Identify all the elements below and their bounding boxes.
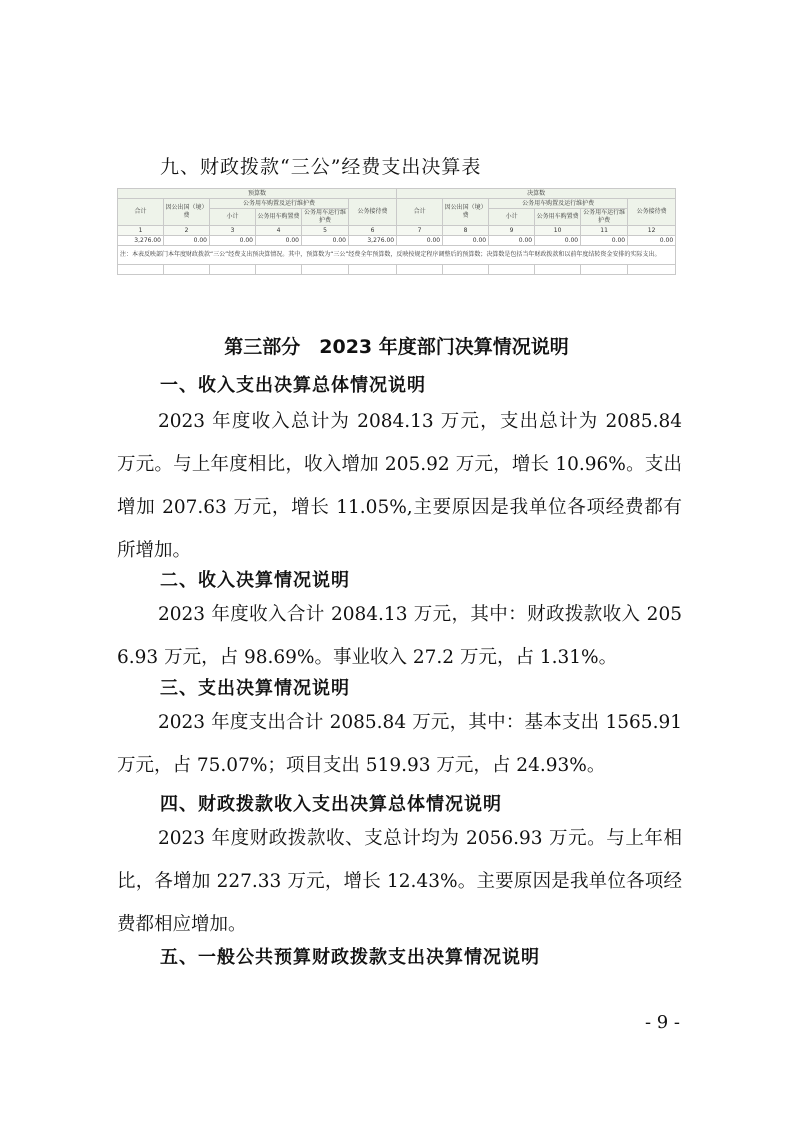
empty-cell	[628, 265, 676, 275]
part-title: 第三部分 2023 年度部门决算情况说明	[224, 336, 569, 358]
table-cell: 3,276.00	[118, 236, 164, 246]
empty-cell	[535, 265, 581, 275]
table-cell: 0.00	[256, 236, 302, 246]
col-number: 6	[349, 226, 397, 236]
empty-cell	[164, 265, 210, 275]
table-note: 注：本表反映部门本年度财政拨款“三公”经费支出预决算情况。其中，预算数为“三公”经费全年预算数，反映按规定程序调整后的预算数；决算数是包括当年财政拨款和以前年度结转资金安排的实际支出。	[118, 246, 676, 265]
col-number: 7	[397, 226, 443, 236]
empty-cell	[397, 265, 443, 275]
empty-cell	[489, 265, 535, 275]
col-total: 合计	[397, 199, 443, 226]
section-heading: 三、支出决算情况说明	[160, 678, 350, 699]
vehicle-group-header: 公务用车购置及运行维护费	[489, 199, 628, 209]
col-number: 5	[302, 226, 349, 236]
col-number: 8	[443, 226, 489, 236]
section-heading: 四、财政拨款收入支出决算总体情况说明	[160, 794, 502, 815]
section-heading: 五、一般公共预算财政拨款支出决算情况说明	[160, 947, 540, 968]
empty-cell	[302, 265, 349, 275]
col-abroad: 因公出国（境）费	[443, 199, 489, 226]
section-paragraph: 2023 年度收入合计 2084.13 万元，其中：财政拨款收入 2056.93 万元，占 98.69%。事业收入 27.2 万元，占 1.31%。	[117, 604, 682, 668]
vehicle-group-header: 公务用车购置及运行维护费	[210, 199, 349, 209]
col-number: 10	[535, 226, 581, 236]
col-vehicle-run: 公务用车运行维护费	[302, 209, 349, 226]
table-cell: 0.00	[489, 236, 535, 246]
col-number: 12	[628, 226, 676, 236]
col-subtotal: 小计	[489, 209, 535, 226]
table-cell: 3,276.00	[349, 236, 397, 246]
col-subtotal: 小计	[210, 209, 256, 226]
table-cell: 0.00	[302, 236, 349, 246]
empty-cell	[443, 265, 489, 275]
col-number: 9	[489, 226, 535, 236]
section-paragraph: 2023 年度收入总计为 2084.13 万元，支出总计为 2085.84 万元。与上年度相比，收入增加 205.92 万元，增长 10.96%。支出增加 207.63 万元，增长 11.05%,主要原因是我单位各项经费都有所增加。	[117, 411, 682, 561]
empty-cell	[349, 265, 397, 275]
empty-cell	[581, 265, 628, 275]
col-number: 11	[581, 226, 628, 236]
final-group-header: 决算数	[397, 189, 676, 199]
page-number: - 9 -	[644, 1012, 680, 1033]
section-paragraph: 2023 年度财政拨款收、支总计均为 2056.93 万元。与上年相比，各增加 227.33 万元，增长 12.43%。主要原因是我单位各项经费都相应增加。	[117, 828, 682, 935]
col-vehicle-buy: 公务用车购置费	[535, 209, 581, 226]
col-number: 2	[164, 226, 210, 236]
table-cell: 0.00	[581, 236, 628, 246]
table-cell: 0.00	[535, 236, 581, 246]
col-vehicle-buy: 公务用车购置费	[256, 209, 302, 226]
three-public-expense-table	[117, 188, 675, 286]
table-cell: 0.00	[210, 236, 256, 246]
col-abroad: 因公出国（境）费	[164, 199, 210, 226]
empty-cell	[256, 265, 302, 275]
table-cell: 0.00	[164, 236, 210, 246]
col-number: 1	[118, 226, 164, 236]
table-cell: 0.00	[397, 236, 443, 246]
section-title: 九、财政拨款“三公”经费支出决算表	[160, 156, 482, 178]
budget-group-header: 预算数	[118, 189, 397, 199]
empty-cell	[118, 265, 164, 275]
col-vehicle-run: 公务用车运行维护费	[581, 209, 628, 226]
col-reception: 公务接待费	[628, 199, 676, 226]
col-reception: 公务接待费	[349, 199, 397, 226]
expense-table	[117, 188, 676, 275]
empty-cell	[210, 265, 256, 275]
section-paragraph: 2023 年度支出合计 2085.84 万元，其中：基本支出 1565.91 万元，占 75.07%；项目支出 519.93 万元，占 24.93%。	[117, 712, 682, 776]
table-cell: 0.00	[443, 236, 489, 246]
section-heading: 一、收入支出决算总体情况说明	[160, 375, 426, 396]
col-total: 合计	[118, 199, 164, 226]
col-number: 3	[210, 226, 256, 236]
table-cell: 0.00	[628, 236, 676, 246]
col-number: 4	[256, 226, 302, 236]
section-heading: 二、收入决算情况说明	[160, 570, 350, 591]
